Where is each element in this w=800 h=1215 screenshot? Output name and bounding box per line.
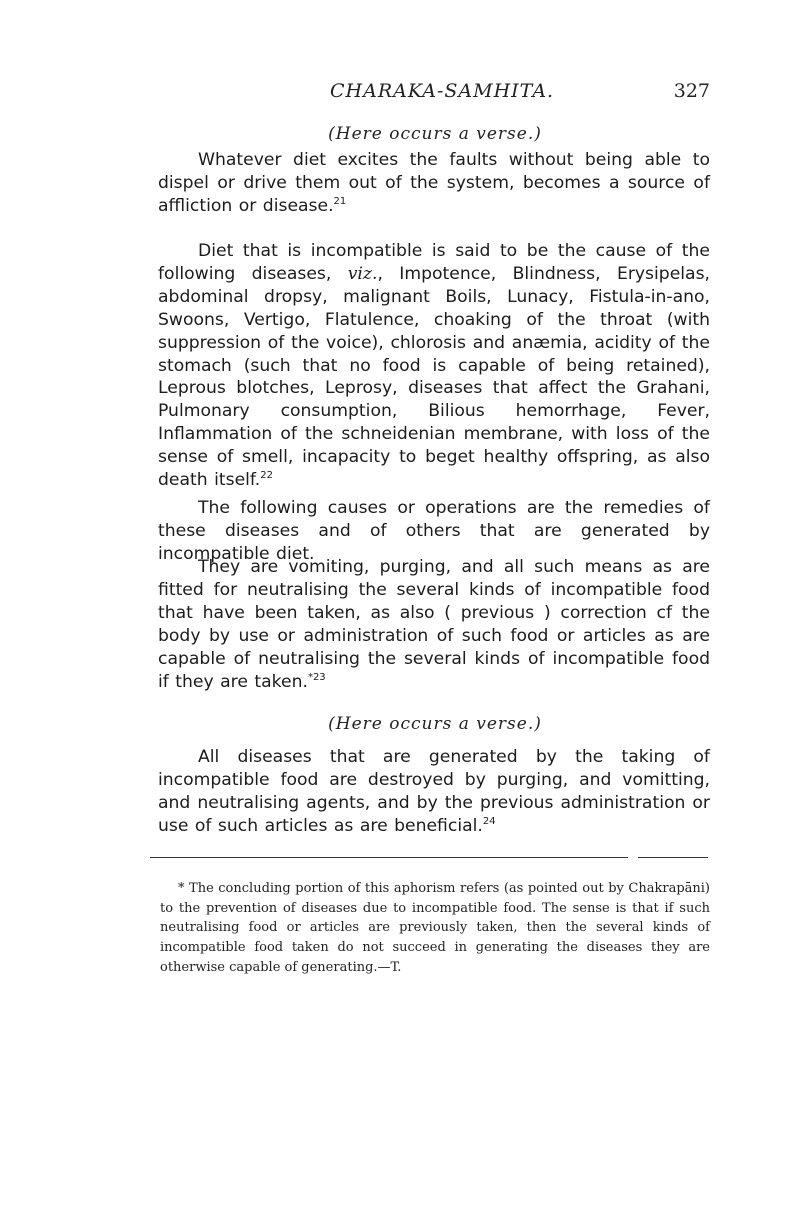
note-reference: 21 xyxy=(333,195,347,207)
paragraph-text: , Impotence, Blindness, Erysipelas, abdominal dropsy, malignant Boils, Lunacy, Fistula-in-ano, Swoons, Vertigo, Flatulence, choaking of the throat (with suppression of the voice), chlorosis and anæmia, acidity of the stomach (such that no food is capable of being retained), Leprous blotches, Leprosy, diseases that affect the Grahani, Pulmonary consumption, Bilious hemorrhage, Fever, Inflammation of the schneidenian membrane, with loss of the sense of smell, incapacity to beget healthy offspring, as also death itself. xyxy=(158,263,710,491)
paragraph-text: The following causes or operations are the remedies of these diseases and of others that are generated by incompatible diet. xyxy=(158,498,710,564)
paragraph-text: Diet that is incompatible is said to be the cause of the following diseases, xyxy=(158,241,710,284)
note-reference: 22 xyxy=(260,470,273,482)
verse-note: (Here occurs a verse.) xyxy=(328,714,542,734)
verse-note: (Here occurs a verse.) xyxy=(328,124,542,144)
paragraph xyxy=(158,556,710,693)
footnote: * The concluding portion of this aphorism refers (as pointed out by Chakrapāni) to the prevention of diseases due to incompatible food. The sense is that if such neutralising food or articles are previously taken, then the several kinds of incompatible food taken do not succeed in generating the diseases they are otherwise capable of generating.—T. xyxy=(160,881,710,975)
page-number: 327 xyxy=(673,80,710,102)
note-reference: *23 xyxy=(307,671,326,683)
running-head xyxy=(160,80,710,110)
running-title: CHARAKA-SAMHITA. xyxy=(330,80,555,102)
footnote-rule xyxy=(638,857,708,858)
paragraph xyxy=(158,746,710,838)
footnote-rule xyxy=(150,857,628,858)
paragraph xyxy=(158,149,710,218)
note-reference: 24 xyxy=(482,815,496,827)
paragraph xyxy=(158,240,710,492)
latin-abbreviation: viz. xyxy=(347,263,378,284)
paragraph-text: Whatever diet excites the faults without being able to dispel or drive them out of the system, becomes a source of affliction or disease. xyxy=(158,150,710,216)
paragraph-text: They are vomiting, purging, and all such means as are fitted for neutralising the several kinds of incompatible food that have been taken, as also ( previous ) correction cf the body by use or administration of such food or articles as are capable of neutralising the several kinds of incompatible food if they are taken. xyxy=(158,557,710,692)
paragraph-text: All diseases that are generated by the taking of incompatible food are destroyed by purging, and vomitting, and neutralising agents, and by the previous administration or use of such articles as are beneficial. xyxy=(158,747,710,836)
